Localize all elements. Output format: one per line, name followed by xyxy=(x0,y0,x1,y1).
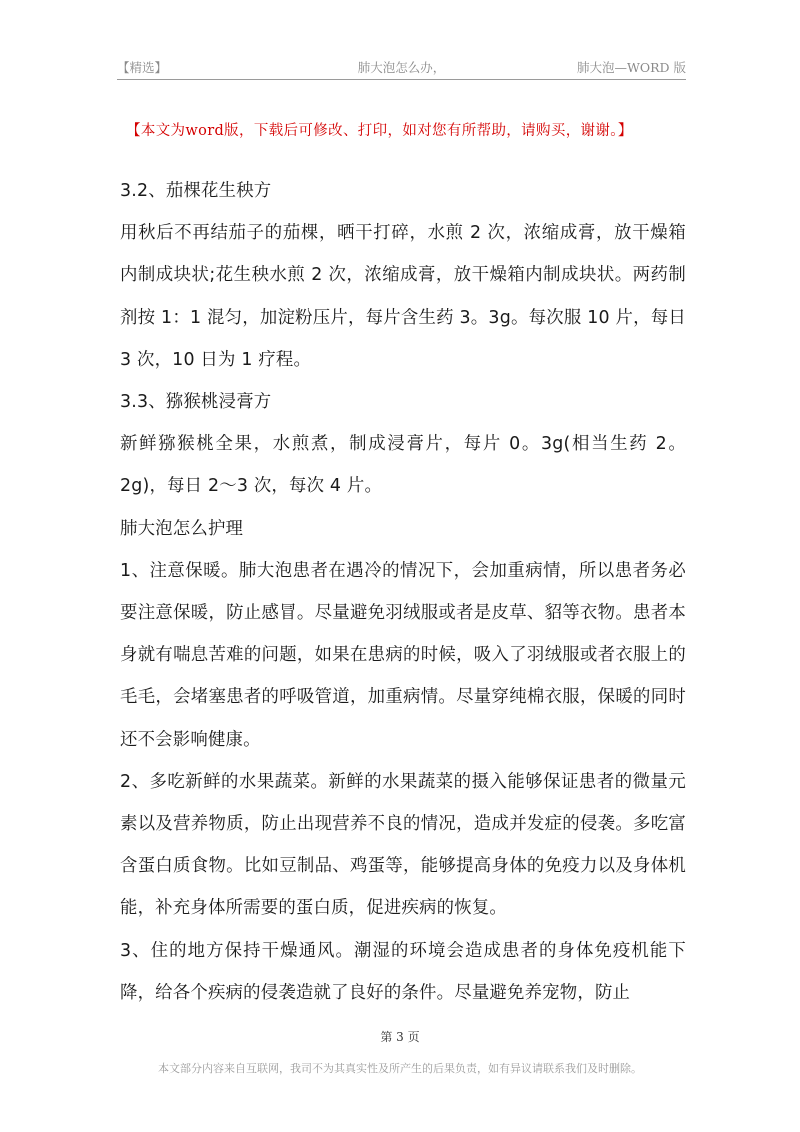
paragraph-care-3: 3、住的地方保持干燥通风。潮湿的环境会造成患者的身体免疫机能下降，给各个疾病的侵袭造就了良好的条件。尽量避免养宠物，防止 xyxy=(120,940,686,1003)
page-header xyxy=(117,58,686,78)
section-heading-3-2: 3.2、茄棵花生秧方 xyxy=(120,181,272,201)
header-divider xyxy=(117,79,686,80)
header-right-label: 肺大泡—WORD 版 xyxy=(576,60,686,75)
paragraph-eggplant-recipe: 用秋后不再结茄子的茄棵，晒干打碎，水煎 2 次，浓缩成膏，放干燥箱内制成块状;花生秧水煎 2 次，浓缩成膏，放干燥箱内制成块状。两药制剂按 1：1 混匀，加淀粉压片，每片含生药 3。3g。每次服 10 片，每日 3 次，10 日为 1 疗程。 xyxy=(120,223,686,370)
paragraph-care-1: 1、注意保暖。肺大泡患者在遇冷的情况下，会加重病情，所以患者务必要注意保暖，防止感冒。尽量避免羽绒服或者是皮草、貂等衣物。患者本身就有喘息苦难的问题，如果在患病的时候，吸入了羽绒服或者衣服上的毛毛，会堵塞患者的呼吸管道，加重病情。尽量穿纯棉衣服，保暖的同时还不会影响健康。 xyxy=(120,560,686,750)
section-heading-3-3: 3.3、猕猴桃浸膏方 xyxy=(120,392,272,413)
document-body xyxy=(120,170,686,1014)
section-heading-care: 肺大泡怎么护理 xyxy=(120,518,244,539)
paragraph-kiwi-recipe: 新鲜猕猴桃全果，水煎煮，制成浸膏片，每片 0。3g(相当生药 2。2g)，每日 2～3 次，每次 4 片。 xyxy=(120,434,686,497)
page-number: 第 3 页 xyxy=(380,1030,420,1044)
header-left-label: 【精选】 xyxy=(117,60,168,75)
footer-disclaimer: 本文部分内容来自互联网，我司不为其真实性及所产生的后果负责，如有异议请联系我们及时删除。 xyxy=(158,1062,642,1075)
download-notice: 【本文为word版，下载后可修改、打印，如对您有所帮助，请购买，谢谢。】 xyxy=(126,123,633,139)
paragraph-care-2: 2、多吃新鲜的水果蔬菜。新鲜的水果蔬菜的摄入能够保证患者的微量元素以及营养物质，防止出现营养不良的情况，造成并发症的侵袭。多吃富含蛋白质食物。比如豆制品、鸡蛋等，能够提高身体的免疫力以及身体机能，补充身体所需要的蛋白质，促进疾病的恢复。 xyxy=(120,771,686,919)
header-center-title: 肺大泡怎么办， xyxy=(357,60,446,75)
